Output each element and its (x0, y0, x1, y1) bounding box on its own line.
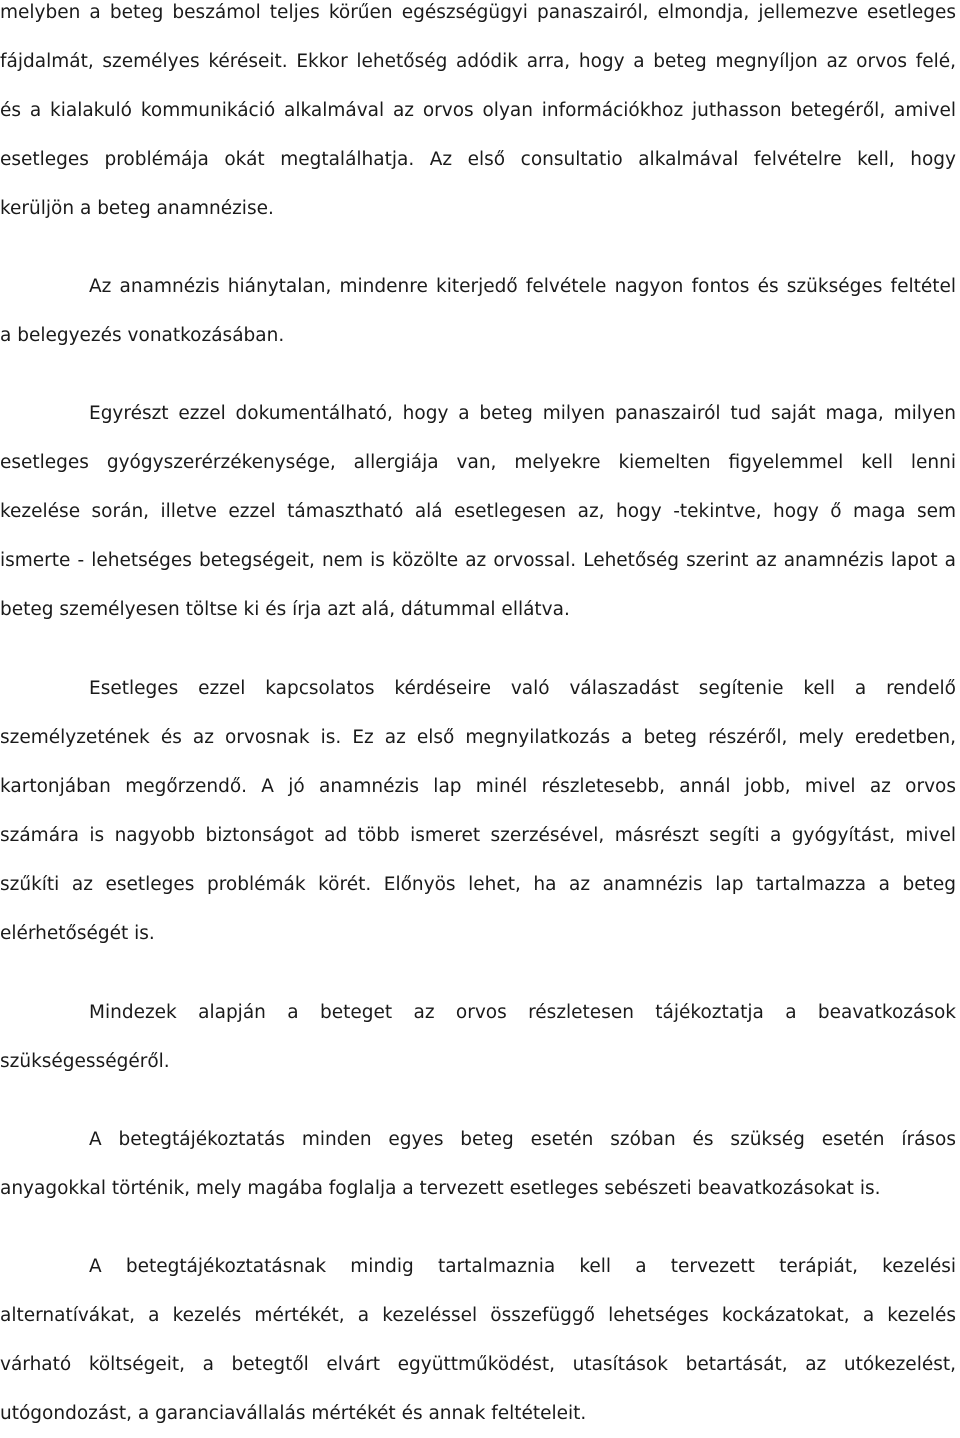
paragraph-line: kartonjában megőrzendő. A jó anamnézis lap minél részletesebb, annál jobb, mivel az orvos (0, 776, 956, 797)
paragraph-1 (0, 0, 956, 233)
paragraph-7 (0, 1242, 956, 1438)
paragraph-line: Esetleges ezzel kapcsolatos kérdéseire való válaszadást segítenie kell a rendelő (89, 678, 956, 699)
paragraph-line: melyben a beteg beszámol teljes körűen egészségügyi panaszairól, elmondja, jellemezve esetleges (0, 2, 956, 23)
paragraph-line: kezelése során, illetve ezzel támasztható alá esetlegesen az, hogy -tekintve, hogy ő maga sem (0, 501, 956, 522)
paragraph-line: esetleges gyógyszerérzékenysége, allergiája van, melyekre kiemelten figyelemmel kell lenni (0, 452, 956, 473)
paragraph-2 (0, 262, 956, 360)
paragraph-line: esetleges problémája okát megtalálhatja. Az első consultatio alkalmával felvételre kell, hogy (0, 149, 956, 170)
paragraph-line: Egyrészt ezzel dokumentálható, hogy a beteg milyen panaszairól tud saját maga, milyen (89, 403, 956, 424)
paragraph-line: szükségességéről. (0, 1051, 170, 1072)
paragraph-4 (0, 664, 956, 958)
paragraph-line: személyzetének és az orvosnak is. Ez az első megnyilatkozás a beteg részéről, mely eredetben, (0, 727, 956, 748)
paragraph-line: számára is nagyobb biztonságot ad több ismeret szerzésével, másrészt segíti a gyógyítást, mivel (0, 825, 956, 846)
paragraph-line: beteg személyesen töltse ki és írja azt alá, dátummal ellátva. (0, 599, 570, 620)
paragraph-line: ismerte - lehetséges betegségeit, nem is közölte az orvossal. Lehetőség szerint az anamnézis lapot a (0, 550, 956, 571)
paragraph-3 (0, 389, 956, 634)
paragraph-line: várható költségeit, a betegtől elvárt együttműködést, utasítások betartását, az utókezelést, (0, 1354, 956, 1375)
paragraph-line: Mindezek alapján a beteget az orvos részletesen tájékoztatja a beavatkozások (89, 1002, 956, 1023)
paragraph-6 (0, 1115, 956, 1213)
paragraph-line: anyagokkal történik, mely magába foglalja a tervezett esetleges sebészeti beavatkozásokat is. (0, 1178, 881, 1199)
paragraph-line: szűkíti az esetleges problémák körét. Előnyös lehet, ha az anamnézis lap tartalmazza a beteg (0, 874, 956, 895)
paragraph-line: alternatívákat, a kezelés mértékét, a kezeléssel összefüggő lehetséges kockázatokat, a kezelés (0, 1305, 956, 1326)
paragraph-line: A betegtájékoztatás minden egyes beteg esetén szóban és szükség esetén írásos (89, 1129, 956, 1150)
paragraph-line: Az anamnézis hiánytalan, mindenre kiterjedő felvétele nagyon fontos és szükséges feltétel (89, 276, 956, 297)
paragraph-line: fájdalmát, személyes kéréseit. Ekkor lehetőség adódik arra, hogy a beteg megnyíljon az orvos felé, (0, 51, 956, 72)
paragraph-line: utógondozást, a garanciavállalás mértékét és annak feltételeit. (0, 1403, 587, 1424)
paragraph-line: A betegtájékoztatásnak mindig tartalmaznia kell a tervezett terápiát, kezelési (89, 1256, 956, 1277)
paragraph-5 (0, 988, 956, 1086)
paragraph-line: kerüljön a beteg anamnézise. (0, 198, 274, 219)
paragraph-line: a belegyezés vonatkozásában. (0, 325, 285, 346)
paragraph-line: és a kialakuló kommunikáció alkalmával az orvos olyan információkhoz juthasson betegéről, amivel (0, 100, 956, 121)
paragraph-line: elérhetőségét is. (0, 923, 155, 944)
